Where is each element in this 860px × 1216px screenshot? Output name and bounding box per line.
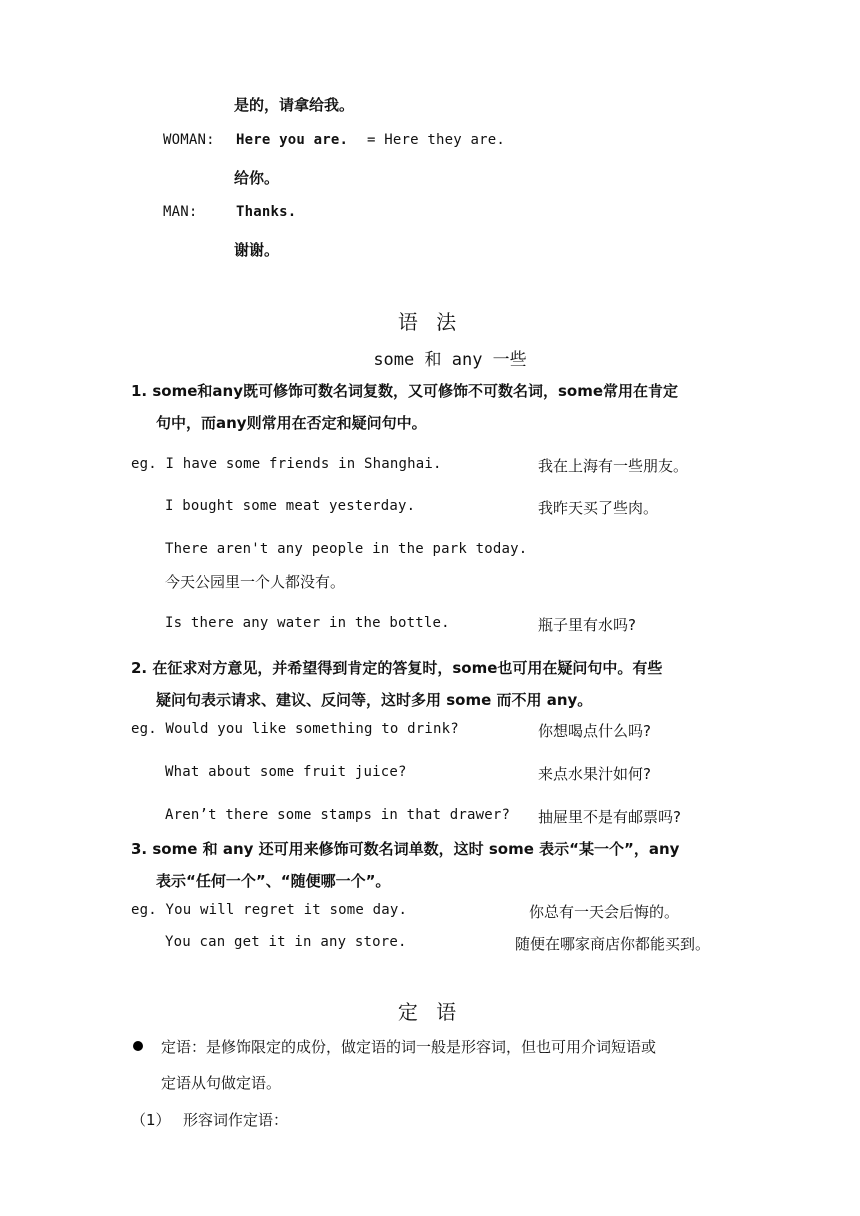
- rule2-example2-en: What about some fruit juice?: [165, 764, 407, 780]
- speaker-man: MAN:: [163, 204, 198, 220]
- woman-line-en: Here you are.: [236, 132, 349, 148]
- woman-line-alt: = Here they are.: [367, 132, 506, 148]
- rule1-example1-cn: 我在上海有一些朋友。: [538, 457, 689, 475]
- rule3-example1-en: eg. You will regret it some day.: [131, 902, 408, 918]
- attributive-item1-text: 形容词作定语：: [183, 1111, 289, 1129]
- rule3-example2-en: You can get it in any store.: [165, 934, 407, 950]
- rule1-line1: 1. some和any既可修饰可数名词复数，又可修饰不可数名词，some常用在肯定: [131, 382, 679, 400]
- rule1-example3-en: There aren't any people in the park today.: [165, 541, 528, 557]
- man-line-cn: 谢谢。: [234, 241, 280, 259]
- rule1-example3-cn: 今天公园里一个人都没有。: [165, 573, 346, 591]
- dialogue-reply-cn: 是的，请拿给我。: [234, 96, 355, 114]
- attributive-definition-line1: 定语：是修饰限定的成份，做定语的词一般是形容词，但也可用介词短语或: [161, 1038, 657, 1056]
- rule1-line2: 句中，而any则常用在否定和疑问句中。: [156, 414, 427, 432]
- attributive-title: 定 语: [397, 1000, 463, 1024]
- rule2-example3-cn: 抽屉里不是有邮票吗?: [538, 808, 681, 826]
- rule3-line2: 表示“任何一个”、“随便哪一个”。: [156, 872, 391, 890]
- bullet-icon: [133, 1041, 143, 1051]
- grammar-title: 语 法: [397, 310, 463, 334]
- rule3-example1-cn: 你总有一天会后悔的。: [529, 903, 680, 921]
- attributive-item1-number: （1）: [131, 1111, 171, 1129]
- rule2-line1: 2. 在征求对方意见，并希望得到肯定的答复时，some也可用在疑问句中。有些: [131, 659, 663, 677]
- rule2-example2-cn: 来点水果汁如何?: [538, 765, 651, 783]
- rule2-example1-en: eg. Would you like something to drink?: [131, 721, 459, 737]
- rule1-example2-cn: 我昨天买了些肉。: [538, 499, 659, 517]
- grammar-subtitle: some 和 any 一些: [373, 350, 527, 370]
- rule2-example1-cn: 你想喝点什么吗?: [538, 722, 651, 740]
- rule1-example4-cn: 瓶子里有水吗?: [538, 616, 636, 634]
- attributive-definition-line2: 定语从句做定语。: [161, 1074, 282, 1092]
- speaker-woman: WOMAN:: [163, 132, 215, 148]
- rule2-example3-en: Aren’t there some stamps in that drawer?: [165, 807, 511, 823]
- rule1-example1-en: eg. I have some friends in Shanghai.: [131, 456, 442, 472]
- woman-line-cn: 给你。: [234, 169, 280, 187]
- rule1-example2-en: I bought some meat yesterday.: [165, 498, 416, 514]
- rule3-line1: 3. some 和 any 还可用来修饰可数名词单数，这时 some 表示“某一个”，any: [131, 840, 680, 858]
- man-line-en: Thanks.: [236, 204, 297, 220]
- rule1-example4-en: Is there any water in the bottle.: [165, 615, 450, 631]
- rule3-example2-cn: 随便在哪家商店你都能买到。: [515, 935, 711, 953]
- rule2-line2: 疑问句表示请求、建议、反问等，这时多用 some 而不用 any。: [156, 691, 593, 709]
